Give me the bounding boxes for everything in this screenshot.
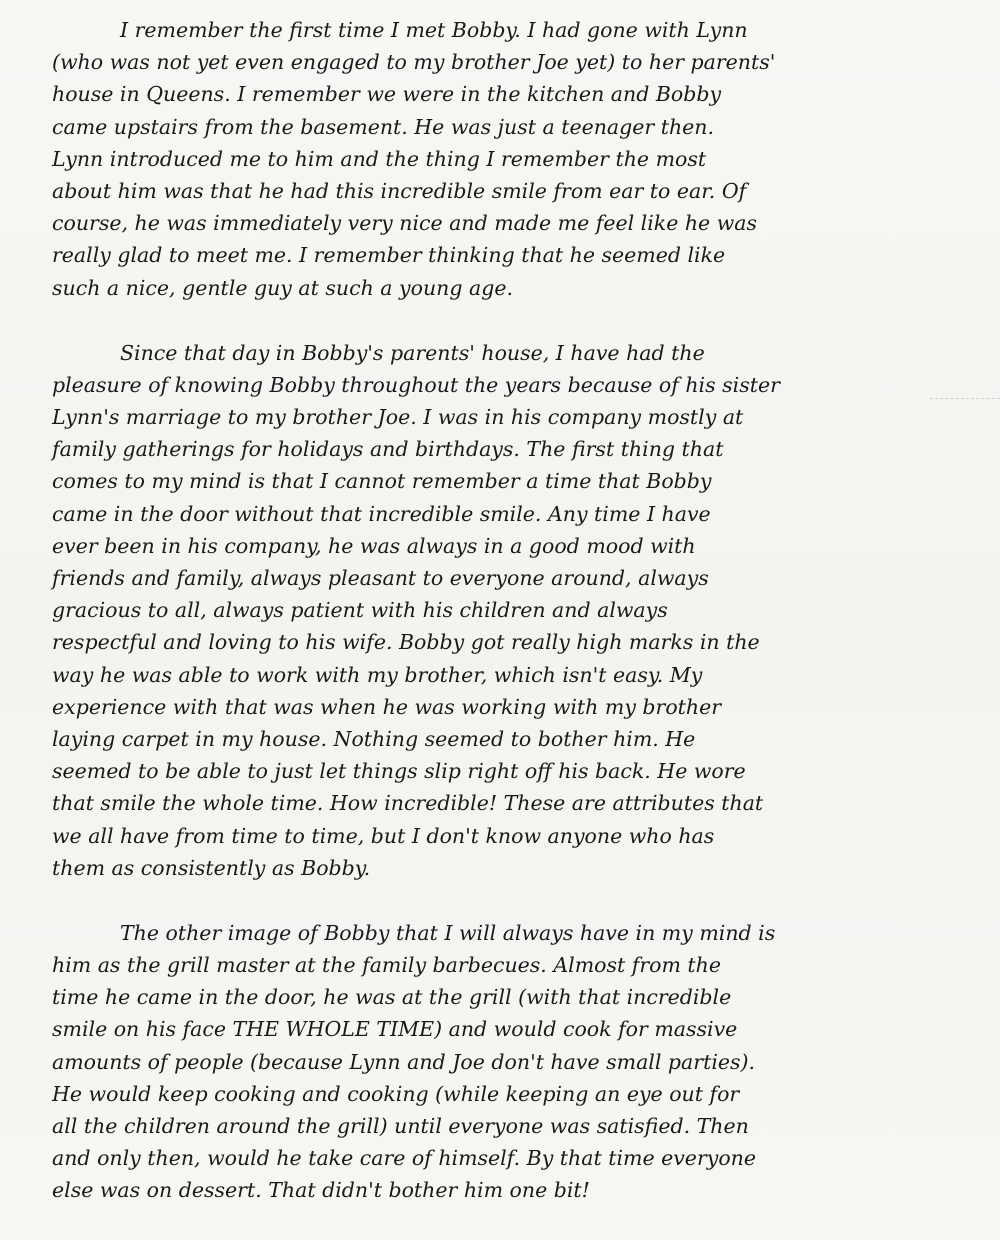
text-line: respectful and loving to his wife. Bobby got really high marks in the [52,630,760,655]
text-line: we all have from time to time, but I don't know anyone who has [52,823,715,848]
text-line: Lynn's marriage to my brother Joe. I was in his company mostly at [52,405,744,430]
paragraph-grill-master [52,917,952,1207]
text-line: time he came in the door, he was at the grill (with that incredible [52,985,732,1010]
letter-body [52,14,952,1207]
text-line: all the children around the grill) until everyone was satisfied. Then [52,1114,749,1138]
text-line: comes to my mind is that I cannot remember a time that Bobby [52,469,712,494]
text-line: else was on dessert. That didn't bother him one bit! [52,1178,590,1203]
text-line: seemed to be able to just let things slip right off his back. He wore [52,759,746,784]
text-line: way he was able to work with my brother, which isn't easy. My [52,662,703,687]
text-line: Since that day in Bobby's parents' house, I have had the [120,340,705,365]
paragraph-over-the-years [52,337,952,884]
text-line: family gatherings for holidays and birthdays. The first thing that [52,437,724,462]
text-line: He would keep cooking and cooking (while keeping an eye out for [52,1081,740,1106]
text-line: friends and family, always pleasant to everyone around, always [52,566,709,590]
text-line: really glad to meet me. I remember thinking that he seemed like [52,243,726,268]
text-line: about him was that he had this incredible smile from ear to ear. Of [52,178,747,203]
text-line: ever been in his company, he was always in a good mood with [52,533,696,558]
text-line: laying carpet in my house. Nothing seemed to bother him. He [52,726,696,751]
text-line: that smile the whole time. How incredible! These are attributes that [52,791,764,816]
text-line: gracious to all, always patient with his children and always [52,598,668,623]
text-line: I remember the first time I met Bobby. I had gone with Lynn [120,18,748,42]
text-line: course, he was immediately very nice and made me feel like he was [52,211,757,236]
text-line: pleasure of knowing Bobby throughout the years because of his sister [52,372,780,397]
text-line: smile on his face THE WHOLE TIME) and would cook for massive [52,1017,738,1042]
text-line: The other image of Bobby that I will always have in my mind is [120,920,776,945]
text-line: Lynn introduced me to him and the thing I remember the most [52,146,707,171]
text-line: amounts of people (because Lynn and Joe don't have small parties). [52,1049,756,1074]
text-line: came upstairs from the basement. He was just a teenager then. [52,114,714,139]
text-line: them as consistently as Bobby. [52,855,371,880]
text-line: (who was not yet even engaged to my brother Joe yet) to her parents' [52,50,776,75]
text-line: experience with that was when he was working with my brother [52,694,722,719]
paragraph-first-meeting [52,14,952,304]
text-line: him as the grill master at the family barbecues. Almost from the [52,953,722,978]
text-line: house in Queens. I remember we were in the kitchen and Bobby [52,82,722,107]
text-line: and only then, would he take care of himself. By that time everyone [52,1146,756,1171]
text-line: such a nice, gentle guy at such a young age. [52,275,513,300]
text-line: came in the door without that incredible smile. Any time I have [52,501,711,526]
